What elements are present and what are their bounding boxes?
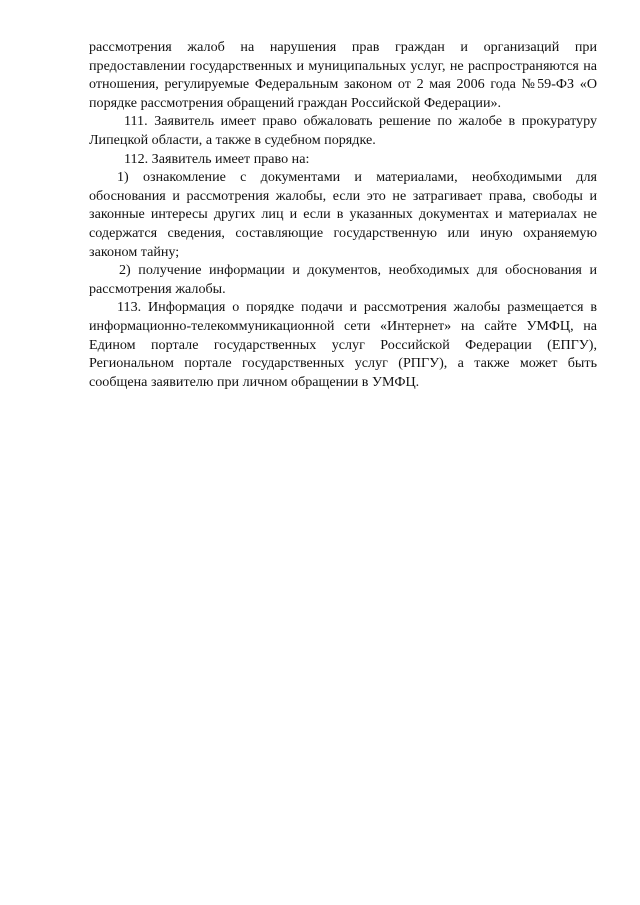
list-item-1: 1) ознакомление с документами и материалами, необходимыми для обоснования и рассмотрения жалобы, если это не затрагивает права, свободы и законные интересы других лиц и если в указанных документах и материалах не содержатся сведения, составляющие государственную или иную охраняемую законом тайну; [89, 169, 597, 260]
paragraph-112: 112. Заявитель имеет право на: [124, 150, 310, 167]
paragraph-intro: рассмотрения жалоб на нарушения прав граждан и организаций при предоставлении государственных и муниципальных услуг, не распространяются на отношения, регулируемые Федеральным законом от 2 мая 2006 года №59-ФЗ «О порядке рассмотрения обращений граждан Российской Федерации». [89, 39, 597, 111]
document-page [89, 38, 597, 391]
list-item-2: 2) получение информации и документов, необходимых для обоснования и рассмотрения жалобы. [89, 262, 597, 297]
paragraph-111: 111. Заявитель имеет право обжаловать решение по жалобе в прокуратуру Липецкой области, а также в судебном порядке. [89, 113, 597, 148]
paragraph-113: 113. Информация о порядке подачи и рассмотрения жалобы размещается в информационно-телекоммуникационной сети «Интернет» на сайте УМФЦ, на Едином портале государственных услуг Российской Федерации (ЕПГУ), Региональном портале государственных услуг (РПГУ), а также может быть сообщена заявителю при личном обращении в УМФЦ. [89, 299, 597, 390]
